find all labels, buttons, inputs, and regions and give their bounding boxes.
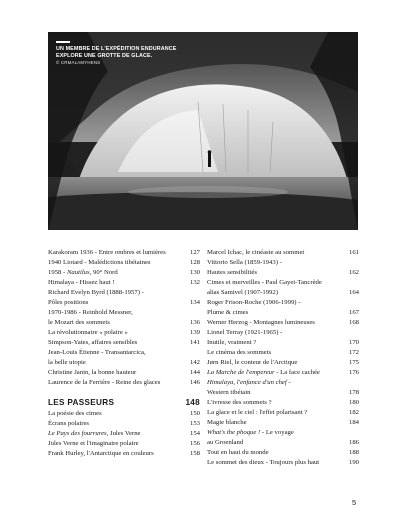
toc-entry-title: Le Pays des fourrures, Jules Verne xyxy=(48,430,141,437)
toc-entry-title: Hautes sensibilités xyxy=(207,269,257,276)
toc-entry xyxy=(207,268,359,278)
toc-entry-page: 167 xyxy=(348,309,359,316)
toc-entry-title: le Mozart des sommets xyxy=(48,319,110,326)
toc-entry-page: 190 xyxy=(348,459,359,466)
toc-entry-title: Le cinéma des sommets xyxy=(207,349,272,356)
caption-line: UN MEMBRE DE L'EXPÉDITION ENDURANCE xyxy=(56,46,177,52)
toc-entry-title: Magie blanche xyxy=(207,419,247,426)
toc-entry-page: 162 xyxy=(348,269,359,276)
page-number: 5 xyxy=(352,498,357,507)
toc-entry-title: L'ivresse des sommets ? xyxy=(207,399,272,406)
toc-entry-title: Écrans polaires xyxy=(48,420,90,427)
toc-entry-title: alias Samivel (1907-1992) xyxy=(207,289,278,296)
toc-entry xyxy=(48,258,200,268)
toc-entry-page: 176 xyxy=(348,369,359,376)
toc-entry xyxy=(207,398,359,408)
toc-entry-title: Christine Janin, la bonne hauteur xyxy=(48,369,137,376)
toc-entry-title: Werner Herzog - Montagnes lumineuses xyxy=(207,319,315,326)
toc-entry xyxy=(48,278,200,288)
toc-entry-title: Karakoram 1936 - Entre ombres et lumières xyxy=(48,249,166,256)
toc-entry xyxy=(48,439,200,449)
toc-entry-title: Plume & cimes xyxy=(207,309,249,316)
toc-entry-page: 172 xyxy=(348,349,359,356)
toc-entry-page: 186 xyxy=(348,439,359,446)
toc-entry-page: 154 xyxy=(189,430,200,437)
toc-entry-title: 1940 Liotard - Malédictions tibétaines xyxy=(48,259,151,266)
toc-entry-title: Inutile, vraiment ? xyxy=(207,339,257,346)
toc-entry-title: Western tibétain xyxy=(207,389,251,396)
toc-entry-title: Laurence de la Ferrière - Reine des glaces xyxy=(48,379,161,386)
toc-entry xyxy=(207,348,359,358)
toc-entry xyxy=(48,288,200,298)
toc-entry xyxy=(48,318,200,328)
toc-entry-title: La glace et le ciel : l'effet polarisant ? xyxy=(207,409,308,416)
toc-entry-title: Roger Frison-Roche (1906-1999) - xyxy=(207,299,301,306)
toc-entry-title: Himalaya, l'enfance d'un chef - xyxy=(207,379,291,386)
toc-entry-page: 170 xyxy=(348,339,359,346)
toc-entry xyxy=(207,308,359,318)
toc-entry-title: 1958 - Nautilus, 90° Nord xyxy=(48,269,118,276)
toc-entry-title: Simpson-Yates, affaires sensibles xyxy=(48,339,138,346)
toc-entry xyxy=(48,308,200,318)
toc-entry xyxy=(207,378,359,388)
toc-entry xyxy=(207,458,359,468)
toc-entry-page: 132 xyxy=(189,279,200,286)
toc-entry xyxy=(48,429,200,439)
toc-entry-page: 153 xyxy=(189,420,200,427)
toc-entry xyxy=(207,258,359,268)
toc-entry xyxy=(48,268,200,278)
section-heading xyxy=(48,397,200,409)
toc-entry xyxy=(48,378,200,388)
toc-entry-page: 158 xyxy=(189,450,200,457)
toc-entry-page: 146 xyxy=(189,379,200,386)
toc-entry-title: la belle utopie xyxy=(48,359,86,366)
photo-caption xyxy=(56,46,236,59)
toc-entry-page: 136 xyxy=(189,319,200,326)
toc-entry-title: Le sommet des dieux - Toujours plus haut xyxy=(207,459,320,466)
toc-entry xyxy=(48,368,200,378)
toc-entry xyxy=(48,358,200,368)
toc-entry-page: 184 xyxy=(348,419,359,426)
toc-entry-page: 188 xyxy=(348,449,359,456)
toc-entry-title: Jean-Louis Étienne - Transantarcica, xyxy=(48,349,146,356)
toc-entry-title: Lionel Terray (1921-1965) - xyxy=(207,329,283,336)
toc-entry xyxy=(207,408,359,418)
toc-entry-page: 134 xyxy=(189,299,200,306)
explorer-silhouette xyxy=(208,153,211,167)
toc-entry-title: Richard Evelyn Byrd (1888-1957) - xyxy=(48,289,144,296)
toc-entry-page: 178 xyxy=(348,389,359,396)
toc-entry-title: Jules Verne et l'imaginaire polaire xyxy=(48,440,139,447)
toc-entry xyxy=(48,348,200,358)
caption-line: EXPLORE UNE GROTTE DE GLACE. xyxy=(56,52,153,59)
ice-cave-photo xyxy=(48,32,358,230)
toc-entry xyxy=(48,298,200,308)
toc-entry xyxy=(207,448,359,458)
toc-entry xyxy=(48,449,200,459)
toc-entry xyxy=(207,288,359,298)
toc-entry-page: 144 xyxy=(189,369,200,376)
toc-entry-page: 150 xyxy=(189,410,200,417)
toc-entry xyxy=(207,338,359,348)
photo-credit: © CRMALAMYHENS xyxy=(56,60,101,65)
toc-entry-page: 156 xyxy=(189,440,200,447)
toc-entry-page: 130 xyxy=(189,269,200,276)
toc-entry xyxy=(48,409,200,419)
toc-entry xyxy=(207,368,359,378)
toc-list xyxy=(48,409,200,459)
toc-entry xyxy=(207,298,359,308)
toc-entry xyxy=(207,318,359,328)
toc-entry xyxy=(207,388,359,398)
toc-entry-title: Himalaya - Hissez haut ! xyxy=(48,279,115,286)
toc-right-column xyxy=(207,248,359,468)
toc-entry-title: La poésie des cimes xyxy=(48,410,102,417)
toc-entry xyxy=(207,428,359,438)
toc-list xyxy=(48,248,200,388)
caption-rule xyxy=(56,41,70,43)
toc-entry xyxy=(207,418,359,428)
toc-entry-page: 175 xyxy=(348,359,359,366)
toc-entry xyxy=(48,419,200,429)
toc-entry-title: Cimes et merveilles - Paul Gayet-Tancrède xyxy=(207,279,322,286)
toc-entry-title: Marcel Ichac, le cinéaste au sommet xyxy=(207,249,305,256)
toc-entry xyxy=(48,248,200,258)
toc-entry-page: 141 xyxy=(189,339,200,346)
toc-entry-title: Pôles positions xyxy=(48,299,89,306)
section-title: LES PASSEURS xyxy=(48,398,115,407)
toc-entry-page: 161 xyxy=(348,249,359,256)
toc-entry-page: 164 xyxy=(348,289,359,296)
toc-list xyxy=(207,248,359,468)
toc-entry-title: 1970-1986 - Reinhold Messner, xyxy=(48,309,133,316)
section-gap xyxy=(48,388,200,397)
toc-entry-page: 127 xyxy=(189,249,200,256)
toc-entry-page: 180 xyxy=(348,399,359,406)
toc-entry-title: Frank Hurley, l'Antarctique en couleurs xyxy=(48,450,154,457)
toc-entry-title: Jørn Riel, le conteur de l'Arctique xyxy=(207,359,298,366)
toc-entry-title: Tout en haut du monde xyxy=(207,449,269,456)
toc-entry xyxy=(207,248,359,258)
section-page: 148 xyxy=(185,398,200,407)
toc-entry-title: La révolutionnaire « polaire » xyxy=(48,329,128,336)
toc-entry-title: Vittorio Sella (1859-1943) - xyxy=(207,259,282,266)
toc-entry xyxy=(207,438,359,448)
toc-entry-page: 139 xyxy=(189,329,200,336)
toc-entry-title: La Marche de l'empereur - La face cachée xyxy=(207,369,320,376)
toc-entry-page: 168 xyxy=(348,319,359,326)
toc-entry xyxy=(48,338,200,348)
toc-entry xyxy=(207,278,359,288)
toc-left-column xyxy=(48,248,200,459)
toc-entry xyxy=(207,328,359,338)
toc-entry-page: 182 xyxy=(348,409,359,416)
toc-entry-title: au Groenland xyxy=(207,439,244,446)
toc-entry-title: What's the phoque ! - Le voyage xyxy=(207,429,294,436)
toc-entry-page: 128 xyxy=(189,259,200,266)
toc-entry-page: 142 xyxy=(189,359,200,366)
toc-entry xyxy=(207,358,359,368)
toc-entry xyxy=(48,328,200,338)
